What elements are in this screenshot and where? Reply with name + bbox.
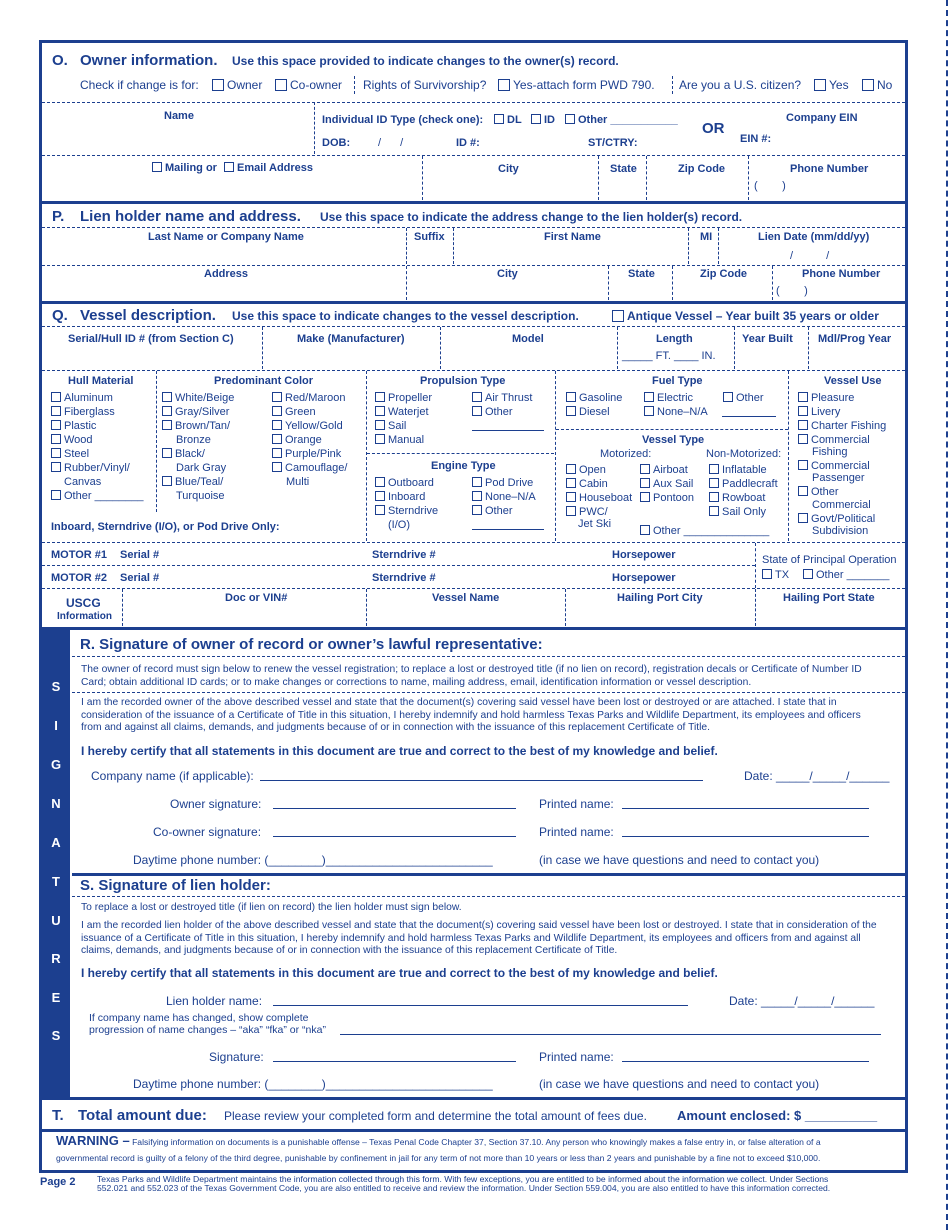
sig-letter-i: I [54,718,58,733]
owner-zip-label: Zip Code [678,163,726,175]
vt-cabin[interactable]: Cabin [566,478,608,490]
nonmotorized-label: Non-Motorized: [706,448,782,460]
amount-enclosed-field[interactable]: Amount enclosed: $ __________ [677,1108,878,1123]
eng-none[interactable]: None–N/A [472,491,536,503]
prop-sail[interactable]: Sail [375,420,406,432]
year-built-label: Year Built [742,333,793,345]
yes-attach-checkbox[interactable]: Yes-attach form PWD 790. [498,78,655,92]
eng-pod-drive[interactable]: Pod Drive [472,477,533,489]
color-darkgray-text: Dark Gray [176,462,227,474]
other-id-checkbox[interactable]: Other ___________ [565,114,678,126]
lien-holder-name-label: Lien holder name: [166,994,263,1008]
color-black[interactable]: Black/ [162,448,205,460]
section-o-letter: O. [52,52,68,69]
lien-date-label: Lien Date (mm/dd/yy) [758,231,870,243]
hull-other[interactable]: Other ________ [51,490,144,502]
prop-waterjet[interactable]: Waterjet [375,406,429,418]
mdl-prog-year-label: Mdl/Prog Year [818,333,892,345]
vt-jetski-text: Jet Ski [578,518,612,530]
footer-line1: Texas Parks and Wildlife Department maintains the information collected through this form. With few exceptions, you are entitled to be informed about the information we collect. Under Sections [97,1174,829,1184]
r-incase-note: (in case we have questions and need to contact you) [539,853,820,867]
use-other-commercial[interactable]: Other [798,486,839,498]
sig-letter-g: G [50,757,62,772]
motor2-sterndrive-label: Sterndrive # [372,572,436,584]
id-type-label: Individual ID Type (check one): [322,114,484,126]
use-fishing-text: Fishing [812,446,848,458]
citizen-yes-checkbox[interactable]: Yes [814,78,849,92]
lien-last-name-label: Last Name or Company Name [148,231,304,243]
page-number: Page 2 [40,1176,76,1188]
owner-printed-field[interactable] [622,798,869,809]
section-r-certify: I hereby certify that all statements in this document are true and correct to the best of my knowledge and belief. [81,744,718,758]
lien-holder-name-field[interactable] [273,995,688,1006]
eng-other[interactable]: Other [472,505,513,517]
hull-canvas-text: Canvas [64,476,102,488]
color-red[interactable]: Red/Maroon [272,392,346,404]
prop-manual[interactable]: Manual [375,434,424,446]
r-phone-field[interactable]: Daytime phone number: (________)_________________________ [133,853,493,867]
fuel-electric[interactable]: Electric [644,392,693,404]
fuel-other[interactable]: Other [723,392,764,404]
section-s-title: S. Signature of lien holder: [80,877,271,894]
vt-airboat[interactable]: Airboat [640,464,688,476]
sig-letter-s2: S [51,1028,61,1043]
lien-mi-label: MI [700,231,713,243]
sig-letter-r: R [51,951,61,966]
hull-steel[interactable]: Steel [51,448,89,460]
use-subdivision-text: Subdivision [812,525,869,537]
s-incase-note: (in case we have questions and need to contact you) [539,1077,820,1091]
dl-checkbox[interactable]: DL [494,114,522,126]
sig-letter-n: N [51,796,61,811]
coowner-printed-label: Printed name: [539,825,614,839]
hull-fiberglass[interactable]: Fiberglass [51,406,115,418]
section-o-subtitle: Use this space provided to indicate changes to the owner(s) record. [232,54,619,68]
motor1-hp-label: Horsepower [612,549,676,561]
motorized-label: Motorized: [600,448,652,460]
mailing-checkbox[interactable]: Mailing or [152,162,217,174]
hailing-port-state-label: Hailing Port State [783,592,875,604]
lien-date-slashes: / / [790,250,830,262]
propulsion-title: Propulsion Type [420,375,506,387]
model-label: Model [512,333,544,345]
color-gray[interactable]: Gray/Silver [162,406,229,418]
use-pleasure[interactable]: Pleasure [798,392,854,404]
owner-state-label: State [610,163,637,175]
lien-phone-label: Phone Number [802,268,881,280]
owner-name-label: Name [164,110,194,122]
owner-phone-paren: ( ) [754,180,786,192]
vessel-name-label: Vessel Name [432,592,500,604]
make-label: Make (Manufacturer) [297,333,405,345]
lien-city-label: City [497,268,518,280]
prop-propeller[interactable]: Propeller [375,392,432,404]
fuel-gasoline[interactable]: Gasoline [566,392,622,404]
owner-signature-field[interactable] [273,798,516,809]
coowner-checkbox[interactable]: Co-owner [275,78,342,92]
section-s-para1: To replace a lost or destroyed title (if lien on record) the lien holder must sign below. [81,902,462,913]
motor2-hp-label: Horsepower [612,572,676,584]
lien-printed-field[interactable] [622,1051,869,1062]
motor2-label: MOTOR #2 [51,572,108,584]
doc-vin-label: Doc or VIN# [225,592,288,604]
section-r-para1: The owner of record must sign below to renew the vessel registration; to replace a lost or destroyed title (if no lien on record), registration decals or Certificate of Number ID Card; obtain additional ID cards; or to make changes or corrections to name, mailing address, email, identification information or vessel description. [81,664,862,688]
eng-io-text: (I/O) [388,519,410,531]
lien-printed-label: Printed name: [539,1050,614,1064]
lien-signature-label: Signature: [209,1050,264,1064]
sig-letter-u: U [51,913,61,928]
tx-checkbox[interactable]: TX [762,569,789,581]
hull-plastic[interactable]: Plastic [51,420,96,432]
section-q-title: Vessel description. [80,307,216,324]
vt-aux-sail[interactable]: Aux Sail [640,478,693,490]
section-r-title: R. Signature of owner of record or owner’s lawful representative: [80,636,543,653]
name-change-label-2: progression of name changes – “aka” “fka” or “nka” [89,1024,326,1036]
company-ein-label: Company EIN [786,112,858,124]
prop-other[interactable]: Other [472,406,513,418]
use-commercial-passenger[interactable]: Commercial [798,460,870,472]
vt-pwc[interactable]: PWC/ [566,506,608,518]
uscg-label: USCG [66,596,101,610]
owner-phone-label: Phone Number [790,163,869,175]
hull-material-title: Hull Material [68,375,134,387]
company-name-field[interactable] [260,770,703,781]
coowner-signature-field[interactable] [273,826,516,837]
vessel-use-title: Vessel Use [824,375,882,387]
section-t-letter: T. [52,1107,64,1124]
vt-other[interactable]: Other ______________ [640,525,769,537]
section-q-subtitle: Use this space to indicate changes to the vessel description. [232,309,579,323]
vt-sail-only[interactable]: Sail Only [709,506,766,518]
length-ft-in: _____ FT. ____ IN. [622,350,716,362]
vt-pontoon[interactable]: Pontoon [640,492,694,504]
lien-zip-label: Zip Code [700,268,748,280]
email-checkbox[interactable]: Email Address [224,162,313,174]
section-s-certify: I hereby certify that all statements in this document are true and correct to the best of my knowledge and belief. [81,966,718,980]
motor1-label: MOTOR #1 [51,549,108,561]
color-title: Predominant Color [214,375,314,387]
warning-line2: governmental record is guilty of a felony of the third degree, punishable by confinement in jail for any term of not more than 10 years or less than 2 years and punishable by a fine not to exceed $10,000. [56,1153,821,1163]
vt-inflatable[interactable]: Inflatable [709,464,767,476]
use-livery[interactable]: Livery [798,406,840,418]
owner-city-label: City [498,163,519,175]
use-passenger-text: Passenger [812,472,865,484]
citizen-label: Are you a U.S. citizen? [679,78,802,92]
section-p-subtitle: Use this space to indicate the address change to the lien holder(s) record. [320,210,743,224]
owner-checkbox[interactable]: Owner [212,78,262,92]
r-date-field[interactable]: Date: _____/_____/______ [744,769,890,783]
color-multi-text: Multi [286,476,310,488]
color-purple[interactable]: Purple/Pink [272,448,341,460]
engine-title: Engine Type [431,460,496,472]
color-orange[interactable]: Orange [272,434,322,446]
s-date-field[interactable]: Date: _____/_____/______ [729,994,875,1008]
use-govt[interactable]: Govt/Political [798,513,875,525]
motor2-serial-label: Serial # [120,572,160,584]
footer-line2: 552.021 and 552.023 of the Texas Government Code, you are also entitled to receive and review the information. Under Section 559.004, you are also entitled to have this information corrected. [97,1183,831,1193]
fuel-diesel[interactable]: Diesel [566,406,610,418]
sig-letter-e: E [51,990,61,1005]
color-turquoise-text: Turquoise [176,490,225,502]
or-label: OR [702,120,725,137]
dob-label: DOB: [322,137,351,149]
vessel-type-title: Vessel Type [642,434,705,446]
lien-first-name-label: First Name [544,231,601,243]
length-label: Length [656,333,693,345]
color-blue[interactable]: Blue/Teal/ [162,476,223,488]
lien-state-label: State [628,268,655,280]
inboard-pod-label: Inboard, Sterndrive (I/O), or Pod Drive Only: [51,521,280,533]
vt-paddlecraft[interactable]: Paddlecraft [709,478,778,490]
company-name-label: Company name (if applicable): [91,769,254,783]
lien-suffix-label: Suffix [414,231,445,243]
coowner-printed-field[interactable] [622,826,869,837]
check-change-label: Check if change is for: [80,78,199,92]
hull-rubber[interactable]: Rubber/Vinyl/ [51,462,130,474]
hull-aluminum[interactable]: Aluminum [51,392,113,404]
lien-signature-field[interactable] [273,1051,516,1062]
vt-rowboat[interactable]: Rowboat [709,492,765,504]
id-checkbox[interactable]: ID [531,114,555,126]
prop-air-thrust[interactable]: Air Thrust [472,392,532,404]
lien-phone-paren: ( ) [776,285,808,297]
color-white[interactable]: White/Beige [162,392,234,404]
section-s-para2: I am the recorded lien holder of the above described vessel and state that the document(s) covering said vessel have been lost or destroyed. I state that in consideration of the issuance of a Certificate of Title in this situation, I hereby indemnify and hold harmless Texas Parks and Wildlife Department, its employees and officers from and against all claims, demands, and judgments because of or in connection with the issuance of this replacement Certificate of Title. [81,920,877,956]
color-brown[interactable]: Brown/Tan/ [162,420,230,432]
owner-printed-label: Printed name: [539,797,614,811]
section-r-para2: I am the recorded owner of the above described vessel and state that the document(s) covering said vessel have been lost or destroyed or are attached. I state that in consideration of the issuance of a Certificate of Title in this situation, I hereby indemnify and hold harmless Texas Parks and Wildlife Department, its employees and officers from and against all claims, demands, and judgments because of or in connection with the issuance of this replacement Certificate of Title. [81,697,861,733]
motor1-serial-label: Serial # [120,549,160,561]
color-green[interactable]: Green [272,406,316,418]
hailing-port-city-label: Hailing Port City [617,592,703,604]
section-q-letter: Q. [52,307,68,324]
id-number-label: ID #: [456,137,480,149]
st-ctry-label: ST/CTRY: [588,137,638,149]
rights-survivorship-label: Rights of Survivorship? [363,78,487,92]
total-instructions: Please review your completed form and determine the total amount of fees due. [224,1109,647,1123]
color-camouflage[interactable]: Camouflage/ [272,462,347,474]
use-commercial-fishing[interactable]: Commercial [798,434,870,446]
state-operation-label: State of Principal Operation [762,554,897,566]
uscg-information-label: Information [57,611,112,622]
sig-letter-s: S [51,679,61,694]
name-change-label-1: If company name has changed, show complete [89,1012,309,1024]
name-change-field[interactable] [340,1024,881,1035]
eng-outboard[interactable]: Outboard [375,477,434,489]
color-bronze-text: Bronze [176,434,211,446]
section-p-title: Lien holder name and address. [80,208,301,225]
s-phone-field[interactable]: Daytime phone number: (________)_________________________ [133,1077,493,1091]
other-state-checkbox[interactable]: Other _______ [803,569,889,581]
vt-open[interactable]: Open [566,464,606,476]
sig-letter-t: T [52,874,60,889]
cut-line [946,0,948,1230]
vt-houseboat[interactable]: Houseboat [566,492,632,504]
owner-signature-label: Owner signature: [170,797,262,811]
color-yellow[interactable]: Yellow/Gold [272,420,343,432]
coowner-signature-label: Co-owner signature: [153,825,262,839]
fuel-none[interactable]: None–N/A [644,406,708,418]
section-o-title: Owner information. [80,52,218,69]
antique-vessel-checkbox[interactable]: Antique Vessel – Year built 35 years or older [612,309,879,323]
use-charter-fishing[interactable]: Charter Fishing [798,420,886,432]
serial-hull-label: Serial/Hull ID # (from Section C) [68,333,234,345]
use-commercial-text: Commercial [812,499,871,511]
eng-inboard[interactable]: Inboard [375,491,425,503]
fuel-title: Fuel Type [652,375,703,387]
lien-address-label: Address [204,268,249,280]
eng-sterndrive[interactable]: Sterndrive [375,505,438,517]
ein-label: EIN #: [740,133,772,145]
section-t-title: Total amount due: [78,1107,207,1124]
warning-line1: WARNING – Falsifying information on documents is a punishable offense – Texas Penal Code Chapter 37, Section 37.10. Any person who knowingly makes a false entry in, or false alteration of a [56,1133,821,1148]
motor1-sterndrive-label: Sterndrive # [372,549,436,561]
citizen-no-checkbox[interactable]: No [862,78,892,92]
dob-slashes: / / [378,137,404,149]
section-p-letter: P. [52,208,65,225]
sig-letter-a: A [51,835,61,850]
hull-wood[interactable]: Wood [51,434,93,446]
